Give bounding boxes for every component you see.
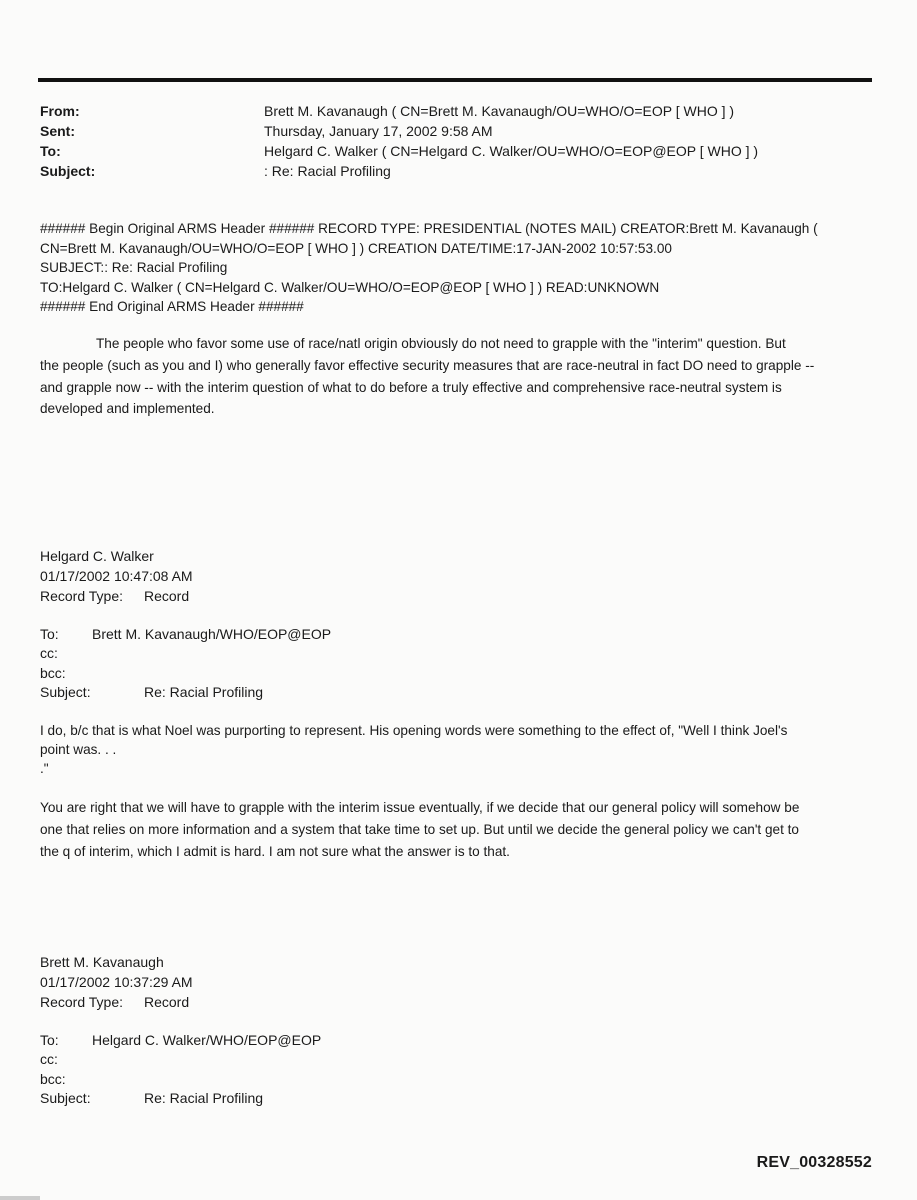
from-value: Brett M. Kavanaugh ( CN=Brett M. Kavanaugh/OU=WHO/O=EOP [ WHO ] ) [264, 103, 735, 119]
to-label: To: [40, 143, 61, 159]
reply1-line: I do, b/c that is what Noel was purporting to represent. His opening words were something to the effect of, "Well I think Joel's [40, 723, 788, 738]
reply1-record-type-label: Record Type: [40, 588, 124, 604]
reply1-record-type-value: Record [144, 588, 190, 604]
reply1-line: You are right that we will have to grapple with the interim issue eventually, if we decide that our general policy will somehow be [40, 800, 800, 815]
subject-value: : Re: Racial Profiling [264, 163, 391, 179]
arms-header [40, 219, 876, 317]
reply1-datetime: 01/17/2002 10:47:08 AM [40, 568, 193, 584]
reply1-subject-label: Subject: [40, 684, 91, 700]
reply1-bcc-label: bcc: [40, 665, 66, 681]
body-line: The people who favor some use of race/natl origin obviously do not need to grapple with the "interim" question. But [96, 336, 786, 351]
arms-line: TO:Helgard C. Walker ( CN=Helgard C. Walker/OU=WHO/O=EOP@EOP [ WHO ] ) READ:UNKNOWN [40, 279, 660, 295]
header-rule [38, 78, 872, 82]
page-edge [0, 1196, 40, 1200]
body-paragraph [40, 333, 876, 420]
reply2-to-label: To: [40, 1032, 59, 1048]
arms-line: SUBJECT:: Re: Racial Profiling [40, 260, 228, 276]
arms-line: ###### End Original ARMS Header ###### [40, 299, 304, 315]
reply1-paragraph-2 [40, 797, 876, 862]
bates-number: REV_00328552 [756, 1154, 872, 1171]
reply2-author: Brett M. Kavanaugh [40, 954, 164, 970]
reply2-datetime: 01/17/2002 10:37:29 AM [40, 974, 193, 990]
subject-label: Subject: [40, 163, 96, 179]
reply1-cc-label: cc: [40, 645, 58, 661]
sent-label: Sent: [40, 123, 75, 139]
arms-line: CN=Brett M. Kavanaugh/OU=WHO/O=EOP [ WHO ] ) CREATION DATE/TIME:17-JAN-2002 10:57:53.00 [40, 240, 672, 256]
reply1-paragraph-1 [40, 721, 876, 778]
reply2-cc-label: cc: [40, 1051, 58, 1067]
reply1-to-label: To: [40, 626, 59, 642]
reply1-line: point was. . . [40, 742, 117, 757]
to-value: Helgard C. Walker ( CN=Helgard C. Walker/OU=WHO/O=EOP@EOP [ WHO ] ) [264, 143, 759, 159]
reply1-author: Helgard C. Walker [40, 548, 154, 564]
reply2-bcc-label: bcc: [40, 1071, 66, 1087]
reply1-line: one that relies on more information and a system that take time to set up. But until we decide the general policy we can't get to [40, 821, 799, 837]
reply1-line: ." [40, 761, 49, 776]
reply1-to-value: Brett M. Kavanaugh/WHO/EOP@EOP [92, 626, 332, 642]
reply2-record-type-value: Record [144, 994, 190, 1010]
reply1-subject-value: Re: Racial Profiling [144, 684, 264, 700]
body-line: the people (such as you and I) who generally favor effective security measures that are race-neutral in fact DO need to grapple -- [40, 357, 815, 373]
body-line: developed and implemented. [40, 401, 215, 417]
reply2-subject-value: Re: Racial Profiling [144, 1090, 264, 1106]
reply2-subject-label: Subject: [40, 1090, 91, 1106]
arms-line: ###### Begin Original ARMS Header ###### RECORD TYPE: PRESIDENTIAL (NOTES MAIL) CREATOR:Brett M. Kavanaugh ( [40, 221, 818, 236]
body-line: and grapple now -- with the interim question of what to do before a truly effective and comprehensive race-neutral system is [40, 379, 782, 395]
sent-value: Thursday, January 17, 2002 9:58 AM [264, 123, 493, 139]
reply2-to-value: Helgard C. Walker/WHO/EOP@EOP [92, 1032, 322, 1048]
reply1-line: the q of interim, which I admit is hard. I am not sure what the answer is to that. [40, 843, 510, 859]
reply2-record-type-label: Record Type: [40, 994, 124, 1010]
from-label: From: [40, 103, 80, 119]
